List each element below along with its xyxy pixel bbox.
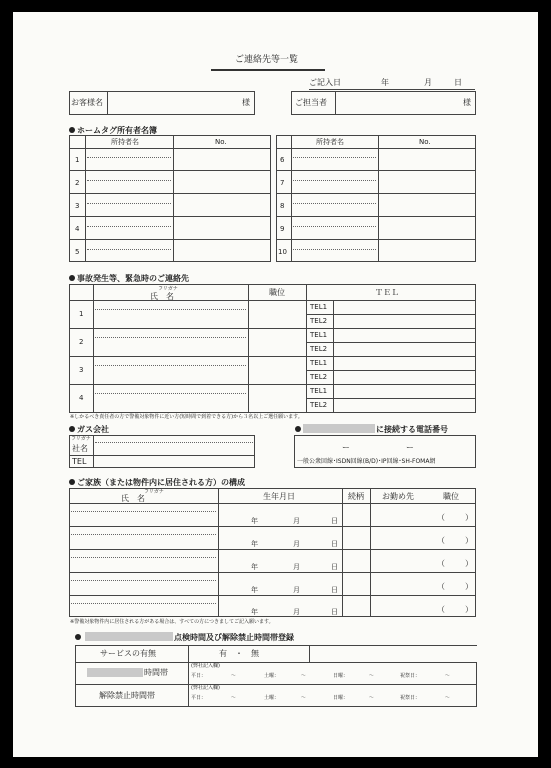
tilde: ～ [445,673,451,679]
home-tag-row-num: 6 [280,156,285,164]
emergency-row-num: 3 [79,366,84,374]
family-paren-close: ） [465,559,473,568]
family-date-year: 年 [251,563,258,571]
inspection-service-value[interactable]: 有 ・ 無 [219,649,259,658]
family-date-year: 年 [251,608,258,616]
family-date-year: 年 [251,540,258,548]
gas-furigana-label: フリガナ [71,436,91,442]
staff-suffix: 様 [463,98,471,107]
redacted-service-name [87,668,143,677]
family-date-day: 日 [331,586,338,594]
emergency-heading [69,273,189,284]
emergency-tel-header: ＴＥＬ [375,288,399,297]
emergency-row-num: 2 [79,338,84,346]
customer-suffix: 様 [242,98,250,107]
family-table [69,488,476,617]
staff-label: ご担当者 [295,98,327,107]
redacted-company-name [303,424,375,433]
emergency-note: ※しかるべき責任者の方で警備対象物件に近い方(短時間で到着できる方)から３名以上ご選任願います。 [70,414,303,420]
family-note: ※警備対象物件内に居住される方がある場合は、すべての方につきましてご記入願います。 [70,619,274,625]
family-paren-open: （ [437,536,445,545]
document-page [13,12,538,757]
family-date-day: 日 [331,517,338,525]
entry-date-day: 日 [454,78,462,87]
phone-line-heading: に接続する電話番号 [376,425,448,434]
home-tag-table-left [69,135,271,262]
sunday-label: 日曜： [333,673,349,679]
redacted-company-name [85,632,173,641]
home-tag-no-header-right: No. [419,138,431,146]
family-date-month: 月 [293,517,300,525]
family-paren-open: （ [437,605,445,614]
gas-tel-label: TEL [72,457,87,466]
emergency-tel2-label: TEL2 [310,345,328,353]
weekday-label: 平日： [191,673,207,679]
home-tag-row-num: 7 [280,179,285,187]
emergency-name-header: 氏 名 [150,292,174,301]
emergency-tel2-label: TEL2 [310,401,328,409]
home-tag-table-right [276,135,476,262]
family-date-year: 年 [251,586,258,594]
gas-heading-text: ガス会社 [77,425,109,434]
phone-line-types: 一般公衆回線･ISDN回線(B/D)･IP回線･SH-FOMA網 [297,458,436,465]
bullet-icon [69,127,75,133]
family-work-header: お勤め先 [382,492,414,501]
home-tag-row-num: 10 [278,248,287,256]
tilde: ～ [231,673,237,679]
family-paren-close: ） [465,582,473,591]
holiday-label: 祝祭日： [400,673,421,679]
emergency-tel1-label: TEL1 [310,387,328,395]
family-paren-open: （ [437,582,445,591]
tilde: ～ [301,695,307,701]
gas-name-label: 社名 [72,444,88,453]
family-date-month: 月 [293,608,300,616]
bullet-icon [69,426,75,432]
emergency-furigana-header: フリガナ [158,286,178,292]
gas-company-box [69,435,255,468]
inspection-time-label: 時間帯 [144,668,168,677]
family-date-day: 日 [331,608,338,616]
emergency-tel1-label: TEL1 [310,359,328,367]
emergency-position-header: 職位 [269,288,285,297]
home-tag-row-num: 2 [75,179,80,187]
tilde: ～ [445,695,451,701]
page-title: ご連絡先等一覧 [235,55,299,65]
family-date-month: 月 [293,586,300,594]
gas-heading [69,424,109,435]
home-tag-owner-header-right: 所持者名 [316,138,344,146]
entry-date-line [309,89,475,90]
family-date-day: 日 [331,563,338,571]
title-underline [211,69,325,71]
emergency-row-num: 1 [79,310,84,318]
customer-label: お客様名 [71,98,103,107]
emergency-tel1-label: TEL1 [310,331,328,339]
tilde: ～ [369,673,375,679]
family-position-header: 職位 [443,492,459,501]
saturday-label: 土曜： [264,673,280,679]
tilde: ～ [369,695,375,701]
family-name-header: 氏 名 [121,494,145,503]
tilde: ～ [231,695,237,701]
family-paren-close: ） [465,513,473,522]
home-tag-row-num: 8 [280,202,285,210]
emergency-tel1-label: TEL1 [310,303,328,311]
phone-dash-1: ー [342,443,350,452]
family-heading [69,477,245,488]
bullet-icon [295,426,301,432]
phone-dash-2: ー [406,443,414,452]
inspection-heading: 点検時間及び解除禁止時間帯登録 [174,633,294,642]
sunday-label: 日曜： [333,695,349,701]
entry-date-year: 年 [381,78,389,87]
home-tag-row-num: 1 [75,156,80,164]
family-date-day: 日 [331,540,338,548]
family-paren-open: （ [437,513,445,522]
saturday-label: 土曜： [264,695,280,701]
emergency-row-num: 4 [79,394,84,402]
home-tag-heading-text: ホームタグ所有者名簿 [77,126,157,135]
inspection-note-label: (弊社記入欄) [191,685,220,691]
emergency-tel2-label: TEL2 [310,373,328,381]
emergency-tel2-label: TEL2 [310,317,328,325]
bullet-icon [69,479,75,485]
family-date-year: 年 [251,517,258,525]
family-date-month: 月 [293,540,300,548]
home-tag-row-num: 9 [280,225,285,233]
tilde: ～ [301,673,307,679]
holiday-label: 祝祭日： [400,695,421,701]
home-tag-no-header-left: No. [215,138,227,146]
family-paren-close: ） [465,536,473,545]
inspection-note-label: (弊社記入欄) [191,663,220,669]
home-tag-owner-header-left: 所持者名 [111,138,139,146]
inspection-service-label: サービスの有無 [100,649,156,658]
weekday-label: 平日： [191,695,207,701]
family-furigana-header: フリガナ [144,489,164,495]
family-heading-text: ご家族（または物件内に居住される方）の構成 [77,478,245,487]
entry-date-label: ご記入日 [309,78,341,87]
home-tag-row-num: 3 [75,202,80,210]
entry-date-month: 月 [424,78,432,87]
home-tag-row-num: 5 [75,248,80,256]
family-birth-header: 生年月日 [263,492,295,501]
family-relation-header: 続柄 [348,492,364,501]
family-paren-open: （ [437,559,445,568]
home-tag-row-num: 4 [75,225,80,233]
family-date-month: 月 [293,563,300,571]
emergency-heading-text: 事故発生等、緊急時のご連絡先 [77,274,189,283]
family-paren-close: ） [465,605,473,614]
inspection-release-label: 解除禁止時間帯 [99,691,155,700]
bullet-icon [75,634,81,640]
bullet-icon [69,275,75,281]
